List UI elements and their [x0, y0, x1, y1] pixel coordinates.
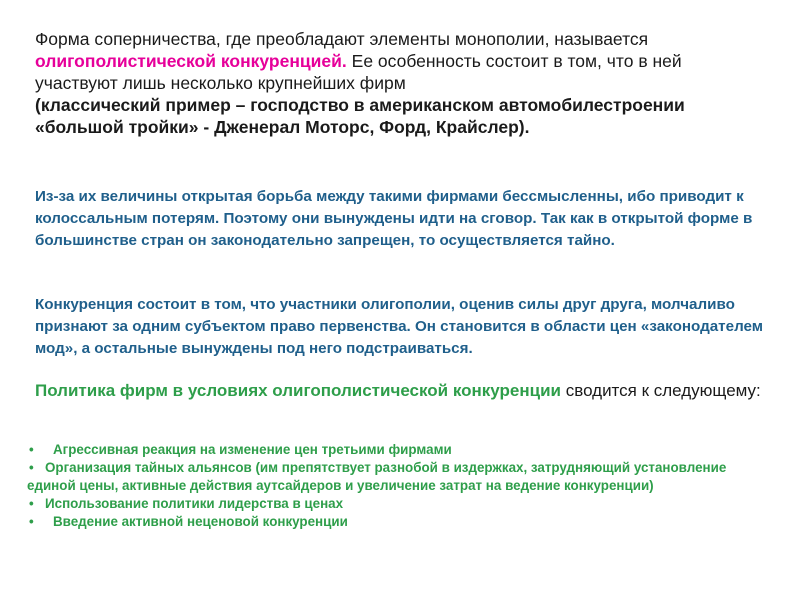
bullet-text: Агрессивная реакция на изменение цен третьими фирмами	[53, 442, 452, 457]
policy-heading	[35, 380, 765, 402]
explanation-paragraph-1: Из-за их величины открытая борьба между такими фирмами бессмысленны, ибо приводит к колоссальным потерям. Поэтому они вынуждены идти на сговор. Так как в открытой форме в большинстве стран он законодательно запрещен, то осуществляется тайно.	[35, 188, 753, 249]
bullet-text: Организация тайных альянсов (им препятствует разнобой в издержках, затрудняющий установление единой цены, активные действия аутсайдеров и увеличение затрат на ведение конкуренции)	[27, 460, 727, 493]
list-item	[27, 495, 767, 513]
list-item	[27, 513, 767, 531]
list-item	[27, 441, 767, 459]
policy-heading-green: Политика фирм в условиях олигополистической конкуренции	[35, 381, 561, 400]
bullet-icon: •	[29, 460, 34, 475]
intro-text-part1: Форма соперничества, где преобладают элементы монополии, называется	[35, 29, 649, 49]
bullet-text: Использование политики лидерства в ценах	[45, 496, 344, 511]
bullet-icon: •	[29, 496, 34, 511]
intro-example: (классический пример – господство в американском автомобилестроении «большой тройки» - Дженерал Моторс, Форд, Крайслер).	[35, 95, 685, 137]
intro-highlight-term: олигополистической конкуренцией.	[35, 51, 347, 71]
intro-text-part2: Ее особенность состоит в том, что в ней участвуют лишь несколько крупнейших фирм	[35, 51, 682, 93]
policy-heading-rest: сводится к следующему:	[561, 381, 761, 400]
list-item	[27, 459, 767, 495]
intro-paragraph	[35, 28, 755, 138]
policy-bullet-list	[27, 441, 767, 531]
bullet-icon: •	[29, 514, 34, 529]
explanation-paragraph-2: Конкуренция состоит в том, что участники олигополии, оценив силы друг друга, молчаливо признают за одним субъектом право первенства. Он становится в области цен «законодателем мод», а остальные вынуждены под него подстраиваться.	[35, 296, 763, 357]
bullet-icon: •	[29, 442, 34, 457]
bullet-text: Введение активной неценовой конкуренции	[53, 514, 348, 529]
